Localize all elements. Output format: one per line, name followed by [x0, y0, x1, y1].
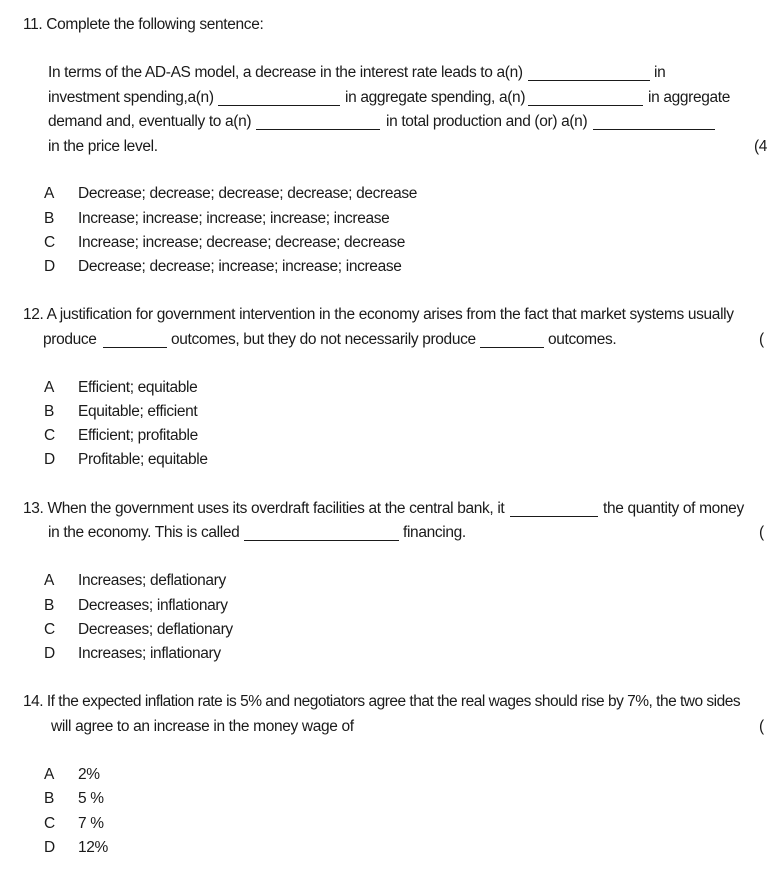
option-letter[interactable]: B	[44, 790, 54, 807]
option-letter[interactable]: D	[44, 839, 55, 856]
answer-blank	[244, 540, 399, 541]
sentence-text: in total production and (or) a(n)	[386, 113, 588, 130]
option-text[interactable]: Equitable; efficient	[78, 403, 198, 420]
option-text[interactable]: Profitable; equitable	[78, 451, 208, 468]
answer-blank	[103, 347, 167, 348]
option-text[interactable]: Decreases; deflationary	[78, 621, 233, 638]
option-text[interactable]: Efficient; equitable	[78, 379, 198, 396]
answer-blank	[480, 347, 544, 348]
sentence-text: demand and, eventually to a(n)	[48, 113, 252, 130]
option-letter[interactable]: D	[44, 451, 55, 468]
option-letter[interactable]: A	[44, 766, 54, 783]
sentence-text: in the price level.	[48, 138, 158, 155]
sentence-text: will agree to an increase in the money wage of	[51, 718, 354, 735]
sentence-text: In terms of the AD-AS model, a decrease in the interest rate leads to a(n)	[48, 64, 523, 81]
option-text[interactable]: Decrease; decrease; increase; increase; increase	[78, 258, 402, 275]
option-letter[interactable]: D	[44, 645, 55, 662]
option-letter[interactable]: B	[44, 403, 54, 420]
option-text[interactable]: Decreases; inflationary	[78, 597, 228, 614]
sentence-text: the quantity of money	[603, 500, 744, 517]
answer-blank	[510, 516, 598, 517]
option-letter[interactable]: D	[44, 258, 55, 275]
sentence-text: in aggregate spending, a(n)	[345, 89, 526, 106]
option-text[interactable]: 12%	[78, 839, 108, 856]
marks-indicator: (	[759, 331, 764, 348]
answer-blank	[593, 129, 715, 130]
sentence-text: in the economy. This is called	[48, 524, 240, 541]
question-heading: 14. If the expected inflation rate is 5% and negotiators agree that the real wages should rise by 7%, the two sides	[23, 693, 741, 710]
option-letter[interactable]: C	[44, 621, 55, 638]
question-heading: 11. Complete the following sentence:	[23, 16, 264, 33]
question-heading: 12. A justification for government intervention in the economy arises from the fact that market systems usually	[23, 306, 734, 323]
sentence-text: outcomes.	[548, 331, 617, 348]
answer-blank	[528, 80, 650, 81]
option-text[interactable]: Increase; increase; decrease; decrease; decrease	[78, 234, 405, 251]
option-letter[interactable]: C	[44, 234, 55, 251]
option-letter[interactable]: B	[44, 210, 54, 227]
option-letter[interactable]: A	[44, 379, 54, 396]
sentence-text: investment spending,a(n)	[48, 89, 214, 106]
option-text[interactable]: Decrease; decrease; decrease; decrease; decrease	[78, 185, 418, 202]
question-heading: 13. When the government uses its overdraft facilities at the central bank, it	[23, 500, 505, 517]
sentence-text: financing.	[403, 524, 466, 541]
marks-indicator: (	[759, 524, 764, 541]
sentence-text: produce	[43, 331, 97, 348]
option-text[interactable]: 2%	[78, 766, 100, 783]
option-text[interactable]: Increase; increase; increase; increase; increase	[78, 210, 390, 227]
marks-indicator: (	[759, 718, 764, 735]
option-text[interactable]: Increases; inflationary	[78, 645, 221, 662]
sentence-text: in	[654, 64, 666, 81]
option-text[interactable]: 5 %	[78, 790, 104, 807]
sentence-text: in aggregate	[648, 89, 730, 106]
option-letter[interactable]: C	[44, 427, 55, 444]
answer-blank	[218, 105, 340, 106]
option-letter[interactable]: B	[44, 597, 54, 614]
answer-blank	[528, 105, 643, 106]
answer-blank	[256, 129, 380, 130]
sentence-text: outcomes, but they do not necessarily produce	[171, 331, 476, 348]
option-letter[interactable]: C	[44, 815, 55, 832]
option-letter[interactable]: A	[44, 572, 54, 589]
marks-indicator: (4	[754, 138, 767, 155]
option-text[interactable]: Increases; deflationary	[78, 572, 226, 589]
option-letter[interactable]: A	[44, 185, 54, 202]
option-text[interactable]: 7 %	[78, 815, 104, 832]
option-text[interactable]: Efficient; profitable	[78, 427, 198, 444]
